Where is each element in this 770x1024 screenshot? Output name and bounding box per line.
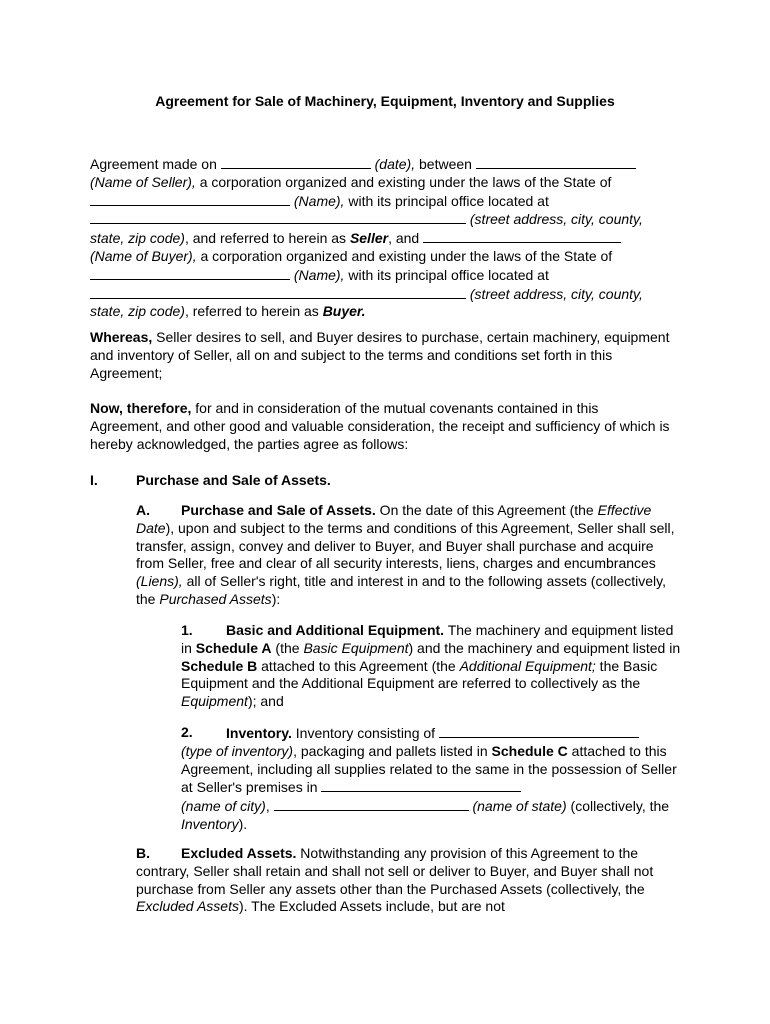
subsection-heading: Purchase and Sale of Assets.: [181, 502, 376, 518]
defined-term: Basic Equipment: [303, 639, 409, 656]
item-text: the Basic Equipment and the Additional Equipment are referred to collectively as the: [181, 657, 658, 692]
seller-name-blank[interactable]: [476, 155, 636, 169]
city-label: (name of city): [181, 798, 266, 815]
date-label: (date),: [374, 156, 416, 172]
item-text: (the: [271, 639, 304, 656]
seller-address-blank[interactable]: [90, 210, 466, 224]
item-text: ,: [265, 798, 274, 815]
buyer-name-blank[interactable]: [423, 229, 621, 243]
seller-name-label: (Name of Seller),: [90, 173, 196, 190]
subsection-text: ). The Excluded Assets include, but are not: [238, 898, 505, 915]
defined-term: Additional Equipment;: [459, 657, 596, 674]
parties-text: a corporation organized and existing under the laws of the State of: [196, 247, 613, 264]
schedule-ref: Schedule B: [181, 657, 258, 674]
whereas-text: Seller desires to sell, and Buyer desires to purchase, certain machinery, equipment and inventory of Seller, all on and subject to the terms and conditions set forth in this Agreement;: [90, 329, 670, 381]
parties-paragraph: [90, 155, 670, 321]
item-text: The machinery and equipment listed in: [181, 622, 674, 656]
defined-term: Excluded Assets: [136, 898, 239, 915]
buyer-name-label: (Name of Buyer),: [90, 247, 197, 264]
seller-term: Seller: [349, 230, 389, 247]
item-text: ) and the machinery and equipment listed in: [408, 639, 681, 656]
item-text: (collectively, the: [566, 798, 670, 815]
item-label: 2.: [181, 724, 193, 740]
whereas-paragraph: [90, 329, 670, 382]
subsection-b-paragraph: [136, 845, 681, 916]
buyer-state-blank[interactable]: [90, 266, 290, 280]
item-text: attached to this Agreement (the: [257, 657, 460, 674]
item-text: ); and: [247, 693, 284, 710]
parties-text: between: [415, 156, 476, 172]
buyer-state-label: (Name),: [293, 266, 345, 283]
seller-state-blank[interactable]: [90, 192, 290, 206]
parties-text: , referred to herein as: [184, 303, 323, 320]
section-number: I.: [90, 472, 98, 488]
subsection-text: Notwithstanding any provision of this Agreement to the contrary, Seller shall retain and shall not sell or deliver to Buyer, and Buyer shall not purchase from Seller any assets other than the Purchased Assets (collectively, the: [136, 845, 654, 897]
defined-term: Equipment: [181, 693, 248, 710]
subsection-label: A.: [136, 502, 150, 518]
defined-term: Inventory: [181, 815, 239, 832]
subsection-text: On the date of this Agreement (the: [375, 502, 598, 518]
parties-text: , and: [388, 230, 424, 247]
item-text: ).: [238, 815, 248, 832]
now-therefore-paragraph: [90, 400, 670, 453]
buyer-address-label-cont: state, zip code): [90, 303, 185, 320]
subsection-a-paragraph: [136, 502, 681, 609]
parties-text: a corporation organized and existing under the laws of the State of: [195, 173, 612, 190]
subsection-text: ):: [271, 590, 281, 607]
state-blank[interactable]: [274, 797, 469, 811]
inventory-type-blank[interactable]: [439, 724, 639, 738]
item-text: Inventory consisting of: [291, 725, 439, 741]
defined-term: Purchased Assets: [159, 590, 272, 607]
date-blank[interactable]: [221, 155, 371, 169]
whereas-lead: Whereas,: [90, 329, 153, 345]
item-text: , packaging and pallets listed in: [293, 742, 492, 759]
schedule-ref: Schedule C: [491, 742, 568, 759]
parties-text: , and referred to herein as: [184, 230, 350, 247]
subsection-label: B.: [136, 845, 150, 861]
seller-address-label-cont: state, zip code): [90, 230, 185, 247]
subsection-heading: Excluded Assets.: [181, 845, 297, 861]
item-1-paragraph: [181, 622, 681, 711]
buyer-term: Buyer.: [322, 303, 366, 320]
city-blank[interactable]: [321, 778, 521, 792]
subsection-text: ), upon and subject to the terms and conditions of this Agreement, Seller shall sell, transfer, assign, convey and deliver to Buyer, and Buyer shall purchase and acquire from Seller, free and clear of all security interests, liens, charges and encumbrances: [136, 519, 675, 572]
defined-term: (Liens),: [136, 573, 183, 590]
item-heading: Inventory.: [226, 725, 292, 741]
item-label: 1.: [181, 622, 193, 638]
seller-address-label: (street address, city, county,: [466, 211, 643, 228]
now-therefore-lead: Now, therefore,: [90, 400, 192, 416]
section-heading: Purchase and Sale of Assets.: [136, 472, 331, 488]
item-heading: Basic and Additional Equipment.: [226, 622, 445, 638]
buyer-address-label: (street address, city, county,: [466, 285, 643, 302]
now-therefore-text: for and in consideration of the mutual covenants contained in this Agreement, and other good and valuable consideration, the receipt and sufficiency of which is hereby acknowledged, the parties agree as follows:: [90, 400, 670, 452]
item-2-paragraph: [181, 724, 681, 834]
parties-text: Agreement made on: [90, 156, 221, 172]
state-label: (name of state): [468, 798, 567, 815]
schedule-ref: Schedule A: [195, 639, 272, 656]
parties-text: with its principal office located at: [344, 266, 549, 283]
seller-state-label: (Name),: [293, 192, 345, 209]
defined-term: Effective Date: [136, 502, 652, 536]
inventory-type-label: (type of inventory): [181, 742, 294, 759]
buyer-address-blank[interactable]: [90, 285, 466, 299]
document-title: Agreement for Sale of Machinery, Equipment, Inventory and Supplies: [155, 93, 615, 109]
subsection-text: all of Seller's right, title and interest in and to the following assets (collectively, the: [136, 573, 667, 607]
parties-text: with its principal office located at: [344, 192, 549, 209]
item-text: attached to this Agreement, including all supplies related to the same in the possession of Seller at Seller's premises in: [181, 742, 677, 796]
